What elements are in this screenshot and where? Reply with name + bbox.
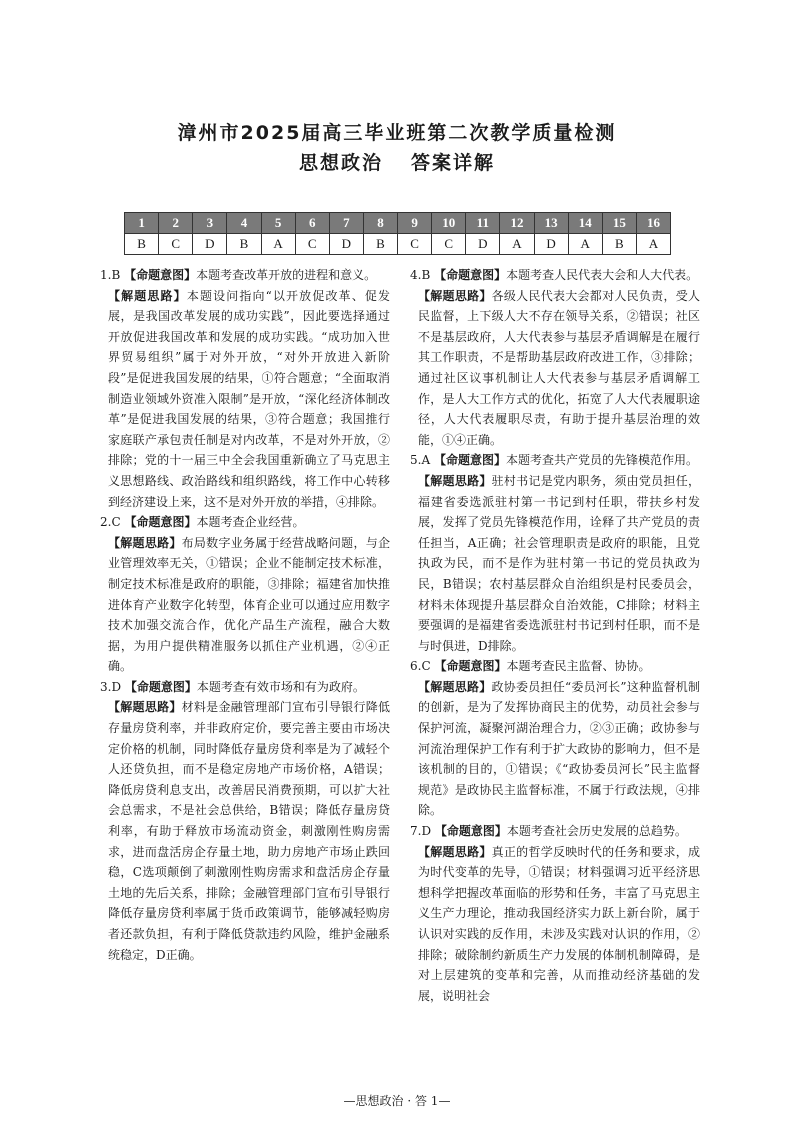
intent-text: 本题考查民主监督、协协。 bbox=[506, 659, 651, 674]
path-text: 本题设问指向“以开放促改革、促发展，是我国改革发展的成功实践”，因此要选择通过开放促进我国改革和发展的成功实践。“成功加入世界贸易组织”属于对外开放，“对外开放进入新阶段”是促进我国发展的结果，①符合题意；“全面取消制造业领域外资准入限制”是开放，“深化经济体制改革”是促进我国发展的结果，③符合题意；我国推行家庭联产承包责任制是对内改革，不是对外开放，②排除；党的十一届三中全会我国重新确立了马克思主义思想路线、政治路线和组织路线，将工作中心转移到经济建设上来，这不是对外开放的举措，④排除。 bbox=[108, 288, 390, 509]
path-text: 各级人民代表大会都对人民负责，受人民监督，上下级人大不存在领导关系，②错误；社区不是基层政府，人大代表参与基层矛盾调解是在履行其工作职责，不是帮助基层政府改进工作，③排除；通过社区议事机制让人大代表参与基层矛盾调解工作，是人大工作方式的优化，拓宽了人大代表履职途径，人大代表履职尽责，有助于提升基层治理的效能，①④正确。 bbox=[418, 288, 700, 447]
question-number-cell: 14 bbox=[568, 213, 602, 234]
answer-cell: A bbox=[261, 234, 295, 255]
question-head: 6.C bbox=[410, 659, 431, 674]
subtitle-doc: 答案详解 bbox=[411, 152, 496, 174]
answer-cell: B bbox=[227, 234, 261, 255]
question-number-cell: 2 bbox=[159, 213, 193, 234]
answer-cell: B bbox=[125, 234, 159, 255]
answer-explanation bbox=[100, 677, 390, 965]
answer-cell: D bbox=[466, 234, 500, 255]
path-label: 【解题思路】 bbox=[418, 288, 492, 303]
path-label: 【解题思路】 bbox=[418, 473, 492, 488]
intent-label: 【命题意图】 bbox=[434, 268, 507, 282]
page-title: 漳州市2025届高三毕业班第二次教学质量检测 bbox=[177, 122, 617, 144]
answer-table bbox=[124, 212, 671, 255]
answer-cell: D bbox=[329, 234, 363, 255]
question-number-cell: 7 bbox=[329, 213, 363, 234]
intent-text: 本题考查企业经营。 bbox=[196, 515, 305, 530]
question-head: 7.D bbox=[410, 824, 432, 839]
path-text: 布局数字业务属于经营战略问题，与企业管理效率无关，①错误；企业不能制定技术标准，制定技术标准是政府的职能，③排除；福建省加快推进体育产业数字化转型，体育企业可以通过应用数字技术加强交流合作，优化产品生产流程，融合大数据，为用户提供精准服务以抓住产业机遇，②④正确。 bbox=[108, 535, 390, 674]
subtitle-subject: 思想政治 bbox=[298, 152, 383, 174]
question-number-cell: 9 bbox=[398, 213, 432, 234]
intent-label: 【命题意图】 bbox=[124, 268, 197, 282]
question-number-cell: 10 bbox=[432, 213, 466, 234]
intent-text: 本题考查社会历史发展的总趋势。 bbox=[506, 824, 687, 839]
page-footer: —思想政治 · 答 1— bbox=[343, 1094, 451, 1108]
question-number-cell: 11 bbox=[466, 213, 500, 234]
intent-label: 【命题意图】 bbox=[124, 679, 197, 694]
question-number-cell: 15 bbox=[602, 213, 636, 234]
intent-label: 【命题意图】 bbox=[124, 515, 197, 530]
intent-text: 本题考查有效市场和有为政府。 bbox=[196, 679, 365, 694]
question-number-cell: 3 bbox=[193, 213, 227, 234]
path-label: 【解题思路】 bbox=[108, 288, 187, 303]
intent-label: 【命题意图】 bbox=[434, 659, 507, 674]
question-number-cell: 4 bbox=[227, 213, 261, 234]
intent-text: 本题考查人民代表大会和人大代表。 bbox=[506, 268, 699, 282]
answer-cell: C bbox=[432, 234, 466, 255]
answer-table-answer-row bbox=[125, 234, 671, 255]
question-head: 4.B bbox=[410, 268, 431, 282]
path-text: 政协委员担任“委员河长”这种监督机制的创新，是为了发挥协商民主的优势，动员社会参与保护河流，凝聚河湖治理合力，②③正确；政协参与河流治理保护工作有利于扩大政协的影响力，但不是该机制的目的，①错误；《“政协委员河长”民主监督规范》是政协民主监督标准，不属于行政法规，④排除。 bbox=[418, 679, 700, 818]
path-label: 【解题思路】 bbox=[108, 700, 182, 715]
intent-label: 【命题意图】 bbox=[433, 453, 506, 468]
intent-label: 【命题意图】 bbox=[434, 824, 507, 839]
path-text: 真正的哲学反映时代的任务和要求，成为时代变革的先导，①错误；材料强调习近平经济思想科学把握改革面临的形势和任务，丰富了马克思主义生产力理论，推动我国经济实力跃上新台阶，属于认识对实践的反作用，未涉及实践对认识的作用，②排除；破除制约新质生产力发展的体制机制障碍，是对上层建筑的变革和完善，从而推动经济基础的发展，说明社会 bbox=[418, 844, 700, 1003]
answer-cell: A bbox=[500, 234, 534, 255]
left-column bbox=[100, 265, 390, 965]
answer-table-number-row bbox=[125, 213, 671, 234]
answer-explanation bbox=[410, 821, 700, 1006]
path-label: 【解题思路】 bbox=[108, 535, 182, 550]
question-head: 3.D bbox=[100, 679, 122, 694]
intent-text: 本题考查共产党员的先锋模范作用。 bbox=[505, 453, 698, 468]
question-number-cell: 8 bbox=[363, 213, 397, 234]
question-number-cell: 12 bbox=[500, 213, 534, 234]
question-head: 1.B bbox=[100, 268, 121, 282]
answer-explanation bbox=[410, 265, 700, 450]
path-text: 材料是金融管理部门宣布引导银行降低存量房贷利率，并非政府定价，要完善主要由市场决定价格的机制，同时降低存量房贷利率是为了减轻个人还贷负担，而不是稳定房地产市场价格，A错误；降低房贷利息支出，改善居民消费预期，可以扩大社会总需求，不是社会总供给，B错误；降低存量房贷利率，有助于释放市场流动资金，刺激刚性购房需求，进而盘活房企存量土地，助力房地产市场止跌回稳，C选项颠倒了刺激刚性购房需求和盘活房企存量土地的先后关系，排除；金融管理部门宣布引导银行降低存量房贷利率属于货币政策调节，能够减轻购房者还款负担，有利于降低贷款违约风险，维护金融系统稳定，D正确。 bbox=[108, 700, 390, 962]
path-text: 驻村书记是党内职务，须由党员担任，福建省委选派驻村第一书记到村任职，带扶乡村发展，发挥了党员先锋模范作用，诠释了共产党员的责任担当，A正确；社会管理职责是政府的职能，且党执政为民，而不是作为驻村第一书记的党员执政为民，B错误；农村基层群众自治组织是村民委员会，材料未体现提升基层群众自治效能，C排除；材料主要强调的是福建省委选派驻村书记到村任职，而不是与时俱进，D排除。 bbox=[418, 473, 700, 653]
path-label: 【解题思路】 bbox=[418, 679, 492, 694]
answer-cell: D bbox=[534, 234, 568, 255]
answer-cell: B bbox=[363, 234, 397, 255]
answer-cell: A bbox=[568, 234, 602, 255]
intent-text: 本题考查改革开放的进程和意义。 bbox=[196, 268, 377, 282]
answer-cell: A bbox=[636, 234, 670, 255]
answer-explanation bbox=[410, 656, 700, 821]
question-number-cell: 5 bbox=[261, 213, 295, 234]
answer-cell: D bbox=[193, 234, 227, 255]
question-number-cell: 16 bbox=[636, 213, 670, 234]
path-label: 【解题思路】 bbox=[418, 844, 492, 859]
answer-cell: C bbox=[398, 234, 432, 255]
question-head: 5.A bbox=[410, 453, 431, 468]
question-number-cell: 13 bbox=[534, 213, 568, 234]
answer-cell: B bbox=[602, 234, 636, 255]
answer-cell: C bbox=[295, 234, 329, 255]
answer-cell: C bbox=[159, 234, 193, 255]
question-number-cell: 1 bbox=[125, 213, 159, 234]
answer-explanation bbox=[100, 512, 390, 677]
page-subtitle bbox=[0, 150, 794, 176]
question-head: 2.C bbox=[100, 515, 121, 530]
right-column bbox=[410, 265, 700, 1006]
answer-explanation bbox=[410, 450, 700, 656]
question-number-cell: 6 bbox=[295, 213, 329, 234]
answer-explanation bbox=[100, 265, 390, 512]
